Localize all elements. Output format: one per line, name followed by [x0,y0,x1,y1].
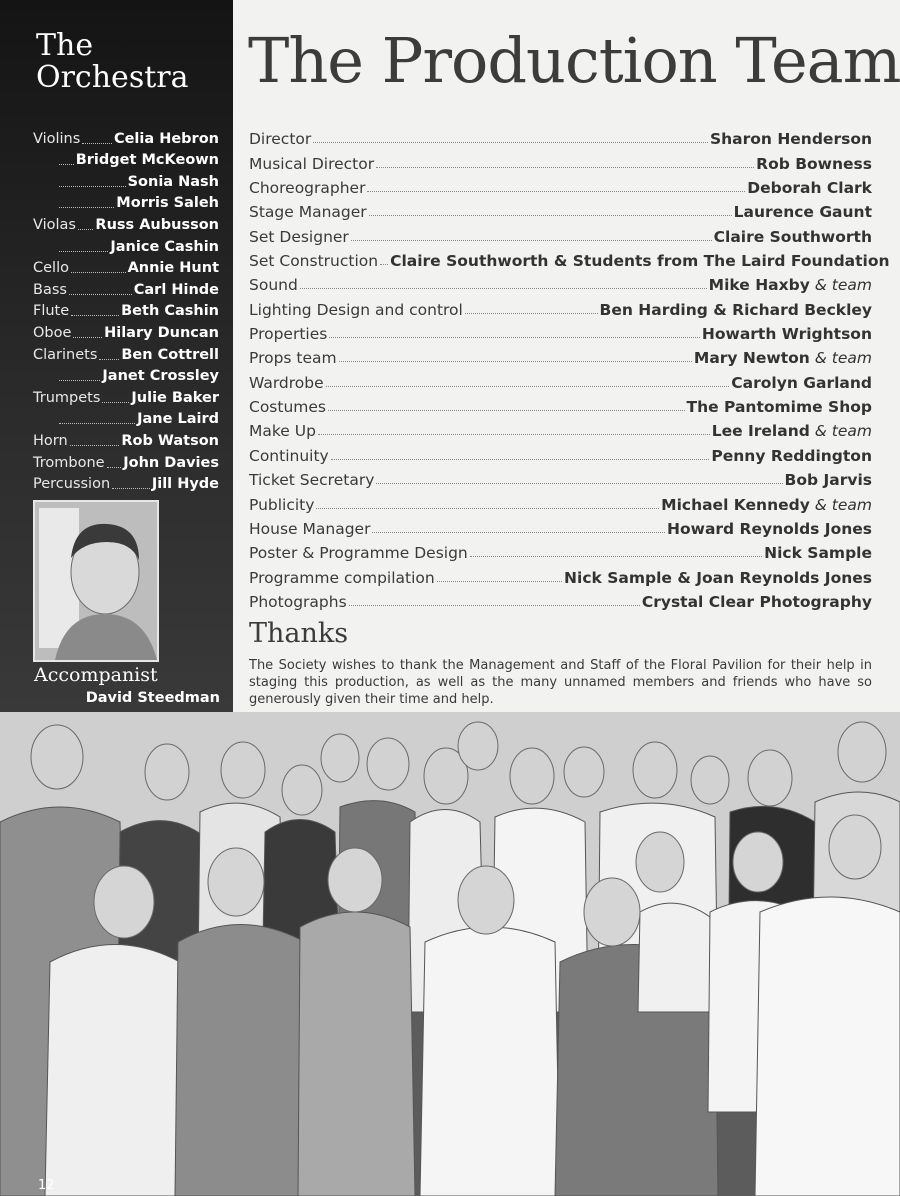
leader-dots [331,459,710,460]
group-photo [0,712,900,1196]
orchestra-row [33,364,219,386]
thanks-text: The Society wishes to thank the Management and Staff of the Floral Pavilion for their help in staging this production, as well as the many unnamed members and friends who have so generously given their time and help. [249,658,872,707]
role-label: Stage Manager [249,203,367,222]
person-name-text: Howard Reynolds Jones [667,519,872,538]
role-label: Choreographer [249,179,366,198]
team-row [249,343,872,367]
orchestra-list [33,126,219,493]
musician-name: Russ Aubusson [95,216,219,233]
role-label: Properties [249,325,328,344]
leader-dots [112,488,150,489]
orchestra-row [33,407,219,429]
person-name [785,471,872,489]
leader-dots [329,337,700,338]
team-row [249,489,872,513]
role-label: Set Construction [249,252,379,271]
musician-name: Ben Cottrell [121,346,219,363]
leader-dots [369,215,732,216]
leader-dots [372,532,665,533]
role-label: Photographs [249,592,347,611]
leader-dots [328,410,685,411]
leader-dots [59,380,100,381]
person-name-text: Claire Southworth [713,227,872,246]
team-row [249,440,872,464]
team-suffix: & team [814,495,872,514]
leader-dots [107,467,122,468]
person-name-text: Penny Reddington [711,446,872,465]
person-name [661,496,872,514]
orchestra-row [33,126,219,148]
person-name [564,569,872,587]
team-row [249,124,872,148]
musician-name: Morris Saleh [116,195,219,212]
person-name-text: Deborah Clark [747,179,872,198]
team-row [249,221,872,245]
team-suffix: & team [814,349,872,368]
team-row [249,367,872,391]
team-row [249,514,872,538]
team-row [249,270,872,294]
musician-name: John Davies [123,454,219,471]
person-name [390,252,889,270]
role-label: Lighting Design and control [249,300,463,319]
person-name-text: Mike Haxby [708,276,810,295]
person-name-text: Carolyn Garland [731,373,872,392]
leader-dots [339,361,692,362]
role-label: Sound [249,276,298,295]
leader-dots [59,186,126,187]
person-name-text: Claire Southworth & Students from The Laird Foundation [390,252,890,271]
team-suffix: & team [814,276,872,295]
orchestra-title [36,30,226,94]
person-name [694,349,872,367]
instrument-label: Horn [33,432,68,449]
musician-name: Sonia Nash [127,173,219,190]
leader-dots [73,337,102,338]
leader-dots [351,240,712,241]
cast-group-photo-icon [0,712,900,1196]
person-name-text: Lee Ireland [711,422,810,441]
leader-dots [99,359,119,360]
production-team-list [249,124,890,611]
leader-dots [326,386,730,387]
musician-name: Bridget McKeown [75,152,219,169]
person-name [734,203,872,221]
person-name [731,374,872,392]
orchestra-row [33,299,219,321]
musician-name: Beth Cashin [121,303,219,320]
team-row [249,416,872,440]
role-label: Continuity [249,446,329,465]
person-name [667,520,872,538]
thanks-heading: Thanks [249,618,349,649]
team-row [249,197,872,221]
musician-name: Julie Baker [131,389,219,406]
musician-name: Jill Hyde [151,476,219,493]
orchestra-row [33,256,219,278]
musician-name: Janice Cashin [110,238,219,255]
accompanist-title: Accompanist [34,664,158,686]
leader-dots [59,164,74,165]
orchestra-title-line1: The [36,28,94,63]
person-name-text: Ben Harding & Richard Beckley [599,300,872,319]
team-row [249,148,872,172]
person-name [714,228,872,246]
person-name [642,593,872,611]
person-name-text: Laurence Gaunt [733,203,872,222]
person-name-text: Rob Bowness [756,154,872,173]
orchestra-row [33,148,219,170]
accompanist-photo [33,500,159,662]
leader-dots [376,167,754,168]
instrument-label: Clarinets [33,346,98,363]
leader-dots [313,142,708,143]
person-name-text: Nick Sample & Joan Reynolds Jones [564,568,872,587]
team-row [249,562,872,586]
instrument-label: Violas [33,216,76,233]
instrument-label: Percussion [33,476,111,493]
instrument-label: Bass [33,281,67,298]
team-row [249,294,872,318]
person-name-text: Michael Kennedy [661,495,810,514]
team-row [249,465,872,489]
instrument-label: Trombone [33,454,105,471]
orchestra-row [33,450,219,472]
role-label: Director [249,130,312,149]
person-name-text: Bob Jarvis [784,471,872,490]
musician-name: Annie Hunt [127,260,219,277]
musician-name: Celia Hebron [113,130,219,147]
orchestra-panel [0,0,233,730]
leader-dots [71,272,126,273]
leader-dots [367,191,745,192]
team-row [249,319,872,343]
leader-dots [71,315,119,316]
orchestra-row [33,385,219,407]
leader-dots [465,313,598,314]
instrument-label: Violins [33,130,81,147]
team-row [249,173,872,197]
person-name-text: Sharon Henderson [709,130,872,149]
person-name [756,155,872,173]
leader-dots [59,207,114,208]
leader-dots [316,508,659,509]
orchestra-row [33,320,219,342]
leader-dots [376,483,782,484]
leader-dots [318,434,710,435]
leader-dots [59,423,135,424]
leader-dots [437,581,562,582]
role-label: Props team [249,349,337,368]
person-name [702,325,872,343]
leader-dots [78,229,93,230]
person-name [600,301,873,319]
leader-dots [82,143,112,144]
orchestra-row [33,342,219,364]
instrument-label: Trumpets [33,389,101,406]
team-row [249,246,890,271]
person-name-text: Mary Newton [693,349,810,368]
musician-name: Jane Laird [137,411,219,428]
role-label: Publicity [249,495,315,514]
person-name [747,179,872,197]
leader-dots [69,294,132,295]
page-number: 12 [38,1178,55,1193]
instrument-label: Cello [33,260,69,277]
orchestra-row [33,472,219,494]
person-name [710,130,872,148]
person-name-text: Nick Sample [764,544,872,563]
role-label: House Manager [249,519,371,538]
team-row [249,587,872,611]
person-name-text: Howarth Wrightson [701,325,872,344]
leader-dots [59,251,108,252]
role-label: Poster & Programme Design [249,544,468,563]
person-name [711,447,872,465]
orchestra-row [33,428,219,450]
orchestra-row [33,234,219,256]
leader-dots [470,556,762,557]
team-suffix: & team [814,422,872,441]
role-label: Musical Director [249,154,375,173]
leader-dots [380,264,388,265]
role-label: Costumes [249,398,326,417]
leader-dots [300,288,707,289]
person-name-text: The Pantomime Shop [686,398,872,417]
orchestra-row [33,212,219,234]
page-title: The Production Team [248,24,900,97]
role-label: Wardrobe [249,373,324,392]
person-name [712,422,872,440]
orchestra-title-line2: Orchestra [36,60,189,95]
person-name-text: Crystal Clear Photography [641,592,872,611]
team-row [249,538,872,562]
role-label: Make Up [249,422,316,441]
musician-name: Carl Hinde [133,281,219,298]
accompanist-portrait-icon [35,502,157,660]
role-label: Set Designer [249,227,349,246]
orchestra-row [33,169,219,191]
person-name [709,276,872,294]
leader-dots [102,402,129,403]
leader-dots [70,445,120,446]
orchestra-row [33,191,219,213]
person-name [764,544,872,562]
role-label: Programme compilation [249,568,435,587]
person-name [687,398,872,416]
musician-name: Hilary Duncan [104,324,219,341]
team-row [249,392,872,416]
musician-name: Janet Crossley [102,368,219,385]
orchestra-row [33,277,219,299]
role-label: Ticket Secretary [249,471,375,490]
musician-name: Rob Watson [121,432,219,449]
instrument-label: Oboe [33,324,72,341]
accompanist-name: David Steedman [85,690,220,706]
leader-dots [349,605,640,606]
instrument-label: Flute [33,303,70,320]
